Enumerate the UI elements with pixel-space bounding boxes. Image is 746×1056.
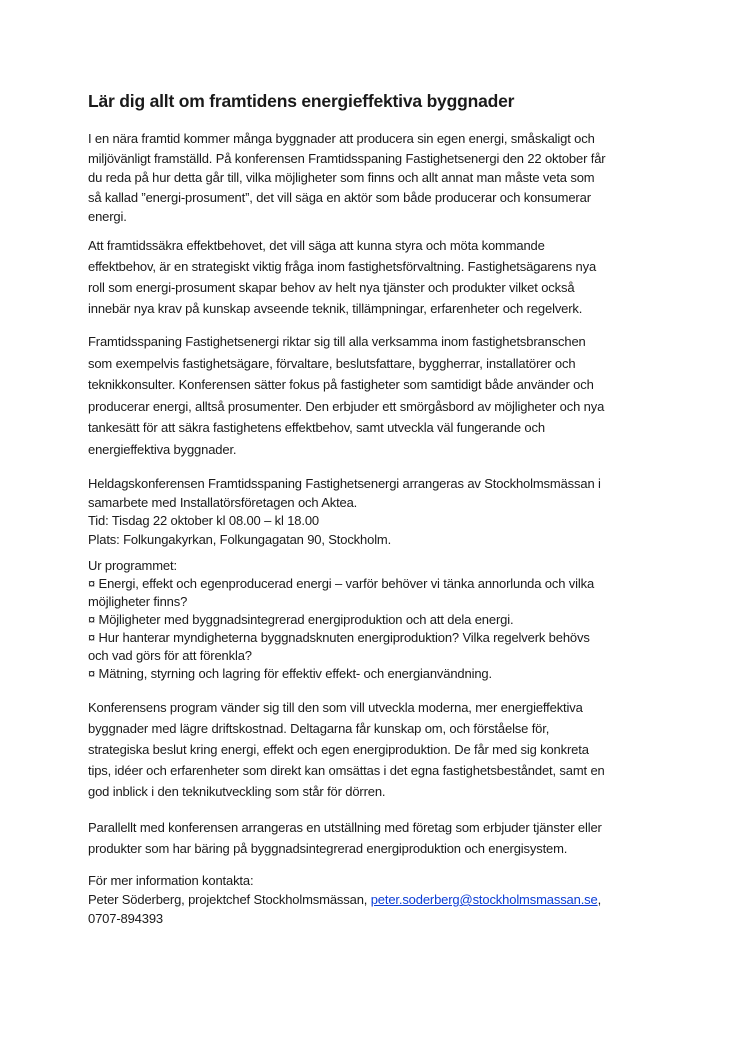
contact-phone: 0707-894393 [88,911,163,926]
text-line: ¤ Energi, effekt och egenproducerad energi – varför behöver vi tänka annorlunda och vilka [88,576,595,591]
text-line: så kallad ”energi-prosument”, det vill säga en aktör som både producerar och konsumerar [88,189,591,205]
text-line: miljövänligt framställd. På konferensen Framtidsspaning Fastighetsenergi den 22 oktober får [88,150,606,166]
paragraph [88,557,594,683]
text-line: strategiska beslut kring energi, effekt och egen energiproduktion. De får med sig konkreta [88,742,589,757]
paragraph [88,817,602,859]
text-line: roll som energi-prosument skapar behov av helt nya tjänster och produkter vilket också [88,280,575,295]
text-line: teknikkonsulter. Konferensen sätter fokus på fastigheter som samtidigt både använder och [88,377,594,393]
contact-line [88,890,601,909]
text-line: Ur programmet: [88,558,177,573]
text-line: I en nära framtid kommer många byggnader att producera sin egen energi, småskaligt och [88,131,595,146]
text-line: effektbehov, är en strategiskt viktig fråga inom fastighetsförvaltning. Fastighetsägarens nya [88,259,597,274]
text-line: du reda på hur detta går till, vilka möjligheter som finns och allt annat man måste veta som [88,170,595,185]
text-line: och vad görs för att förenkla? [88,648,252,663]
text-line: ¤ Hur hanterar myndigheterna byggnadsknuten energiproduktion? Vilka regelverk behövs [88,630,590,645]
text-line: innebär nya krav på kunskap avseende teknik, tillämpningar, erfarenheter och regelverk. [88,301,583,316]
text-line: ¤ Möjligheter med byggnadsintegrerad energiproduktion och att dela energi. [88,612,514,627]
text-line: Framtidsspaning Fastighetsenergi riktar sig till alla verksamma inom fastighetsbranschen [88,334,586,349]
text-line: Heldagskonferensen Framtidsspaning Fastighetsenergi arrangeras av Stockholmsmässan i [88,476,601,491]
paragraph [88,475,601,549]
text-line: möjligheter finns? [88,594,188,609]
text-line: byggnader med lägre driftskostnad. Deltagarna får kunskap om, och förståelse för, [88,721,550,736]
contact-person: Peter Söderberg, projektchef Stockholmsmässan, [88,892,371,907]
text-line: produkter som har bäring på byggnadsintegrerad energiproduktion och energisystem. [88,841,568,856]
paragraph [88,235,596,319]
text-line: Plats: Folkungakyrkan, Folkungagatan 90, Stockholm. [88,531,392,547]
text-line: Tid: Tisdag 22 oktober kl 08.00 – kl 18.00 [88,513,319,528]
text-line: energieffektiva byggnader. [88,441,237,457]
text-line: Konferensens program vänder sig till den som vill utveckla moderna, mer energieffektiva [88,700,583,715]
text-line: energi. [88,209,127,224]
text-line: samarbete med Installatörsföretagen och Aktea. [88,494,358,510]
email-link[interactable]: peter.soderberg@stockholmsmassan.se [370,892,598,907]
text-line: tips, idéer och erfarenheter som direkt kan omsättas i det egna fastighetsbeståndet, samt en [88,763,605,778]
text-line: Att framtidssäkra effektbehovet, det vill säga att kunna styra och möta kommande [88,238,545,253]
text-line: Parallellt med konferensen arrangeras en utställning med företag som erbjuder tjänster eller [88,820,602,835]
contact-heading: För mer information kontakta: [88,873,254,888]
paragraph [88,697,605,802]
paragraph [88,331,604,461]
contact-paragraph [88,871,601,928]
text-line: god inblick i den teknikutveckling som står för dörren. [88,784,386,799]
text-line: producerar energi, alltså prosumenter. Den erbjuder ett smörgåsbord av möjligheter och nya [88,398,605,414]
text-line: som exempelvis fastighetsägare, förvaltare, beslutsfattare, byggherrar, installatörer och [88,355,576,371]
separator: , [597,892,602,907]
text-line: ¤ Mätning, styrning och lagring för effektiv effekt- och energianvändning. [88,666,492,681]
text-line: tankesätt för att säkra fastighetens effektbehov, samt utveckla väl fungerande och [88,420,545,436]
paragraph [88,129,605,227]
document-title: Lär dig allt om framtidens energieffektiva byggnader [88,91,515,111]
